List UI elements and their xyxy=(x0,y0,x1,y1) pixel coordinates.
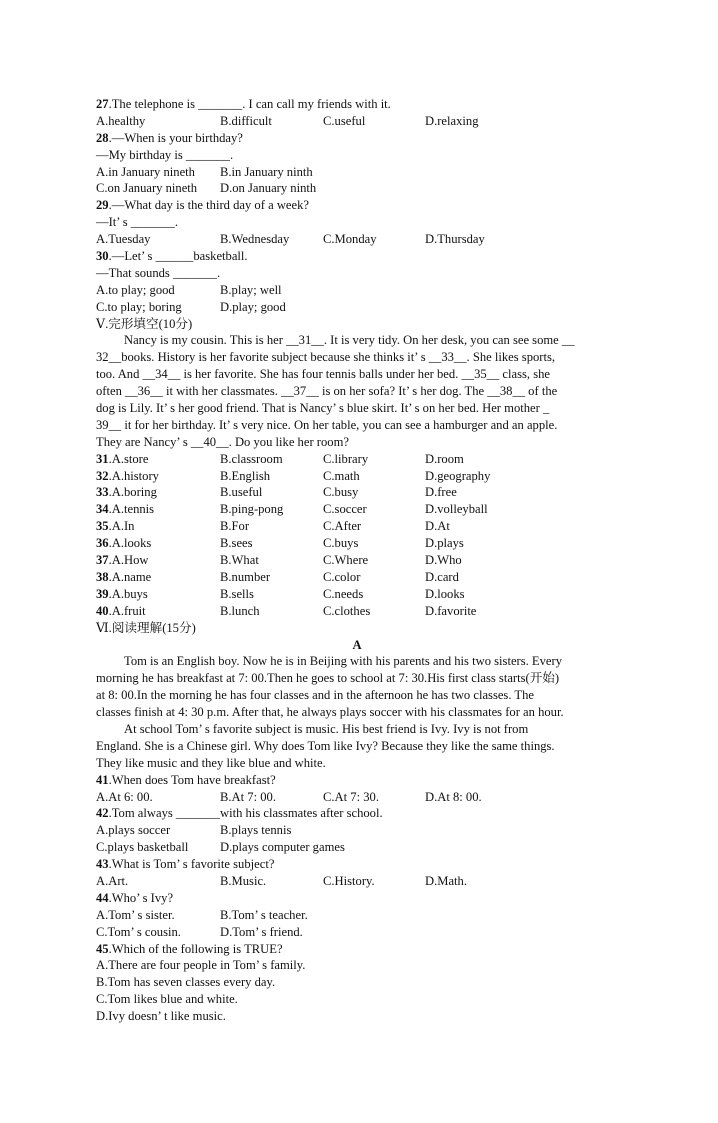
option-d: D.Thursday xyxy=(425,232,485,247)
question-number: 32 xyxy=(96,468,109,483)
question-41-stem xyxy=(96,772,618,789)
option-d: D.plays xyxy=(425,536,464,551)
option-d: D.Who xyxy=(425,553,462,568)
question-43-options xyxy=(96,873,618,890)
option-b: B.ping-pong xyxy=(220,502,284,517)
cloze-option-row xyxy=(96,451,618,468)
option-b: B.For xyxy=(220,519,250,534)
reading-passage xyxy=(96,653,618,771)
question-30-options-cd xyxy=(96,299,618,316)
option-c: C.on January nineth xyxy=(96,181,198,196)
option-c: C.to play; boring xyxy=(96,299,182,314)
passage-line: England. She is a Chinese girl. Why does Tom like Ivy? Because they like the same things. xyxy=(96,738,555,753)
question-number: 33 xyxy=(96,485,109,500)
option-a: A.plays soccer xyxy=(96,823,171,838)
option-a: .A.looks xyxy=(108,536,152,551)
option-b: B.Wednesday xyxy=(220,232,290,247)
question-number: 40 xyxy=(96,603,109,618)
option-d: D.volleyball xyxy=(425,502,488,517)
passage-line: classes finish at 4: 30 p.m. After that, he always plays soccer with his classmates for an hour. xyxy=(96,705,564,720)
option-a: .A.In xyxy=(108,519,135,534)
option-b: B.sells xyxy=(220,586,254,601)
passage-title: A xyxy=(352,637,362,652)
question-text: .—When is your birthday? xyxy=(108,130,243,145)
question-45-stem xyxy=(96,941,618,958)
option-c: C.buys xyxy=(323,536,359,551)
option-c: C.History. xyxy=(323,873,375,888)
cloze-option-row xyxy=(96,552,618,569)
option-d: D.free xyxy=(425,485,457,500)
option-c: C.busy xyxy=(323,485,359,500)
question-30-line2: —That sounds _______. xyxy=(96,265,221,280)
option-d: D.card xyxy=(425,569,459,584)
option-b: B.number xyxy=(220,569,271,584)
question-number: 45 xyxy=(96,941,109,956)
option-d: D.plays computer games xyxy=(220,840,345,855)
cloze-option-row xyxy=(96,518,618,535)
option-b: B.Music. xyxy=(220,873,267,888)
question-44-options-cd xyxy=(96,924,618,941)
question-42-options-cd xyxy=(96,839,618,856)
option-a: .A.tennis xyxy=(108,502,155,517)
option-c: C.soccer xyxy=(323,502,367,517)
question-number: 31 xyxy=(96,451,109,466)
question-28-options-cd xyxy=(96,180,618,197)
option-b: B.At 7: 00. xyxy=(220,789,276,804)
question-44-stem xyxy=(96,890,618,907)
option-d: D.relaxing xyxy=(425,113,479,128)
option-a: A.Tuesday xyxy=(96,232,151,247)
question-text: .Which of the following is TRUE? xyxy=(108,941,283,956)
cloze-option-row xyxy=(96,569,618,586)
question-42-stem xyxy=(96,805,618,822)
question-number: 34 xyxy=(96,502,109,517)
option-d: D.At 8: 00. xyxy=(425,789,482,804)
option-b: B.difficult xyxy=(220,113,272,128)
option-c: C.needs xyxy=(323,586,364,601)
option-a: .A.name xyxy=(108,569,152,584)
option-d: D.play; good xyxy=(220,299,286,314)
cloze-passage xyxy=(96,332,618,450)
question-text: .Who’ s Ivy? xyxy=(108,890,174,905)
option-c: C.library xyxy=(323,451,369,466)
option-b: B.lunch xyxy=(220,603,260,618)
option-a: A.Tom’ s sister. xyxy=(96,907,175,922)
option-d: D.looks xyxy=(425,586,465,601)
option-c: C.Where xyxy=(323,553,369,568)
question-number: 35 xyxy=(96,519,109,534)
passage-line: At school Tom’ s favorite subject is music. His best friend is Ivy. Ivy is not from xyxy=(124,721,529,736)
question-43-stem xyxy=(96,856,618,873)
passage-line: They like music and they like blue and white. xyxy=(96,755,326,770)
cloze-options xyxy=(96,451,618,620)
option-a: A.in January nineth xyxy=(96,164,195,179)
option-d: D.favorite xyxy=(425,603,477,618)
question-number: 27 xyxy=(96,97,109,111)
option-c: C.Monday xyxy=(323,232,377,247)
question-41-options xyxy=(96,789,618,806)
question-number: 43 xyxy=(96,857,109,872)
question-text: .—Let’ s ______basketball. xyxy=(108,249,248,264)
question-27-options xyxy=(96,113,618,130)
question-44-options-ab xyxy=(96,907,618,924)
question-number: 29 xyxy=(96,198,109,213)
option-a: .A.fruit xyxy=(108,603,146,618)
option-a: .A.history xyxy=(108,468,159,483)
option-c: C.After xyxy=(323,519,362,534)
option-a: .A.buys xyxy=(108,586,148,601)
option-d: D.on January ninth xyxy=(220,181,317,196)
option-b: B.plays tennis xyxy=(220,823,292,838)
option-b: B.useful xyxy=(220,485,263,500)
option-b: B.What xyxy=(220,553,259,568)
option-c: C.clothes xyxy=(323,603,371,618)
passage-line: at 8: 00.In the morning he has four classes and in the afternoon he has two classes. The xyxy=(96,688,534,703)
exam-page xyxy=(96,96,618,1025)
question-27-stem xyxy=(96,96,618,113)
cloze-option-row xyxy=(96,501,618,518)
option-c: C.At 7: 30. xyxy=(323,789,379,804)
option-b: B.English xyxy=(220,468,271,483)
option-c: C.color xyxy=(323,569,361,584)
question-number: 38 xyxy=(96,569,109,584)
passage-line: too. And __34__ is her favorite. She has four tennis balls under her bed. __35__ class, she xyxy=(96,367,550,382)
option-a: A.There are four people in Tom’ s family. xyxy=(96,958,306,973)
passage-line: 39__ it for her birthday. It’ s very nice. On her table, you can see a hamburger and an apple. xyxy=(96,417,558,432)
option-b: B.in January ninth xyxy=(220,164,313,179)
option-d: D.Tom’ s friend. xyxy=(220,924,303,939)
option-c: C.plays basketball xyxy=(96,840,189,855)
option-a: .A.store xyxy=(108,451,149,466)
question-28-stem xyxy=(96,130,618,147)
question-text: .—What day is the third day of a week? xyxy=(108,198,309,213)
question-42-options-ab xyxy=(96,822,618,839)
cloze-option-row xyxy=(96,603,618,620)
question-text: .What is Tom’ s favorite subject? xyxy=(108,857,275,872)
cloze-option-row xyxy=(96,586,618,603)
section-heading-reading: Ⅵ.阅读理解(15分) xyxy=(96,620,196,635)
option-a: A.At 6: 00. xyxy=(96,789,153,804)
option-a: A.to play; good xyxy=(96,282,175,297)
option-b: B.classroom xyxy=(220,451,283,466)
question-text: .Tom always _______with his classmates after school. xyxy=(108,806,383,821)
passage-line: 32__books. History is her favorite subject because she thinks it’ s __33__. She likes sports, xyxy=(96,350,556,365)
option-d: D.Math. xyxy=(425,873,467,888)
cloze-option-row xyxy=(96,535,618,552)
option-c: C.Tom likes blue and white. xyxy=(96,992,238,1007)
passage-line: Tom is an English boy. Now he is in Beijing with his parents and his two sisters. Every xyxy=(124,654,562,669)
question-number: 44 xyxy=(96,890,109,905)
option-a: .A.boring xyxy=(108,485,157,500)
option-b: B.sees xyxy=(220,536,253,551)
section-heading-cloze: Ⅴ.完形填空(10分) xyxy=(96,316,193,331)
question-28-options-ab xyxy=(96,164,618,181)
passage-line: often __36__ it with her classmates. __37__ is on her sofa? It’ s her dog. The __38__ of the xyxy=(96,384,558,399)
passage-line: dog is Lily. It’ s her good friend. That is Nancy’ s blue skirt. It’ s on her bed. Her mother _ xyxy=(96,401,550,416)
option-c: C.math xyxy=(323,468,360,483)
option-c: C.useful xyxy=(323,113,366,128)
passage-line: morning he has breakfast at 7: 00.Then he goes to school at 7: 30.His first class starts(开始) xyxy=(96,671,560,686)
question-number: 30 xyxy=(96,249,109,264)
option-d: D.At xyxy=(425,519,450,534)
option-b: B.play; well xyxy=(220,282,282,297)
question-29-options xyxy=(96,231,618,248)
passage-line: They are Nancy’ s __40__. Do you like her room? xyxy=(96,434,349,449)
question-30-options-ab xyxy=(96,282,618,299)
cloze-option-row xyxy=(96,468,618,485)
option-b: B.Tom’ s teacher. xyxy=(220,907,308,922)
question-number: 28 xyxy=(96,130,109,145)
option-d: D.geography xyxy=(425,468,491,483)
question-29-line2: —It’ s _______. xyxy=(96,215,178,230)
option-d: D.Ivy doesn’ t like music. xyxy=(96,1009,226,1024)
option-b: B.Tom has seven classes every day. xyxy=(96,975,276,990)
question-number: 37 xyxy=(96,553,109,568)
question-number: 39 xyxy=(96,586,109,601)
option-a: A.Art. xyxy=(96,873,129,888)
passage-line: Nancy is my cousin. This is her __31__. It is very tidy. On her desk, you can see some __ xyxy=(124,333,575,348)
option-a: A.healthy xyxy=(96,113,146,128)
question-29-stem xyxy=(96,197,618,214)
option-a: .A.How xyxy=(108,553,149,568)
option-c: C.Tom’ s cousin. xyxy=(96,924,181,939)
question-28-line2: —My birthday is _______. xyxy=(96,147,234,162)
question-text: .The telephone is _______. I can call my friends with it. xyxy=(108,97,391,111)
cloze-option-row xyxy=(96,484,618,501)
option-d: D.room xyxy=(425,451,464,466)
question-text: .When does Tom have breakfast? xyxy=(108,772,276,787)
question-number: 42 xyxy=(96,806,109,821)
question-number: 41 xyxy=(96,772,109,787)
question-number: 36 xyxy=(96,536,109,551)
question-30-stem xyxy=(96,248,618,265)
